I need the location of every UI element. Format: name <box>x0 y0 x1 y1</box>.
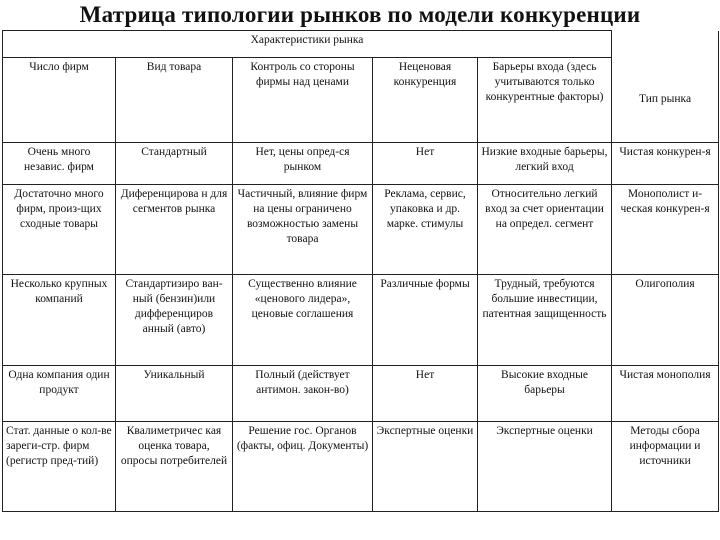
table-cell: Чистая конкурен-я <box>612 143 719 185</box>
table-cell: Нет, цены опред-ся рынком <box>233 143 373 185</box>
table-row <box>3 275 719 366</box>
column-header: Вид товара <box>116 58 233 143</box>
table-cell: Полный (действует антимон. закон-во) <box>233 366 373 422</box>
table-cell: Квалиметричес кая оценка товара, опросы потребителей <box>116 422 233 512</box>
column-header: Тип рынка <box>612 58 719 143</box>
table-cell: Экспертные оценки <box>478 422 612 512</box>
table-cell: Экспертные оценки <box>373 422 478 512</box>
table-cell: Высокие входные барьеры <box>478 366 612 422</box>
column-header: Контроль со стороны фирмы над ценами <box>233 58 373 143</box>
table-cell: Относительно легкий вход за счет ориентации на определ. сегмент <box>478 185 612 275</box>
table-cell: Чистая монополия <box>612 366 719 422</box>
table-cell: Олигополия <box>612 275 719 366</box>
market-typology-table <box>2 30 719 512</box>
column-header-row <box>3 58 719 143</box>
group-header-spacer <box>612 31 719 58</box>
group-header-cell: Характеристики рынка <box>3 31 612 58</box>
group-header-row <box>3 31 719 58</box>
table-cell: Нет <box>373 366 478 422</box>
table-row <box>3 185 719 275</box>
table-cell: Достаточно много фирм, произ-щих сходные товары <box>3 185 116 275</box>
table-cell: Решение гос. Органов (факты, офиц. Документы) <box>233 422 373 512</box>
table-cell: Уникальный <box>116 366 233 422</box>
column-header: Неценовая конкуренция <box>373 58 478 143</box>
table-cell: Диференцирова н для сегментов рынка <box>116 185 233 275</box>
table-cell: Нет <box>373 143 478 185</box>
table-cell: Низкие входные барьеры, легкий вход <box>478 143 612 185</box>
page-title: Матрица типологии рынков по модели конкуренции <box>79 2 641 27</box>
table-row <box>3 366 719 422</box>
table-cell: Одна компания один продукт <box>3 366 116 422</box>
table-cell: Трудный, требуются большие инвестиции, патентная защищенность <box>478 275 612 366</box>
table-cell: Стандартизиро ван-ный (бензин)или дифференциров анный (авто) <box>116 275 233 366</box>
table-row <box>3 143 719 185</box>
table-cell: Методы сбора информации и источники <box>612 422 719 512</box>
column-header: Барьеры входа (здесь учитываются только конкурентные факторы) <box>478 58 612 143</box>
column-header: Число фирм <box>3 58 116 143</box>
table-cell: Монополист и-ческая конкурен-я <box>612 185 719 275</box>
table-cell: Стандартный <box>116 143 233 185</box>
table-row <box>3 422 719 512</box>
table-cell: Несколько крупных компаний <box>3 275 116 366</box>
table-cell: Различные формы <box>373 275 478 366</box>
table-cell: Существенно влияние «ценового лидера», ценовые соглашения <box>233 275 373 366</box>
table-cell: Очень много независ. фирм <box>3 143 116 185</box>
table-cell: Реклама, сервис, упаковка и др. марке. стимулы <box>373 185 478 275</box>
table-cell: Стат. данные о кол-ве зареги-стр. фирм (регистр пред-тий) <box>3 422 116 512</box>
table-cell: Частичный, влияние фирм на цены ограничено возможностью замены товара <box>233 185 373 275</box>
